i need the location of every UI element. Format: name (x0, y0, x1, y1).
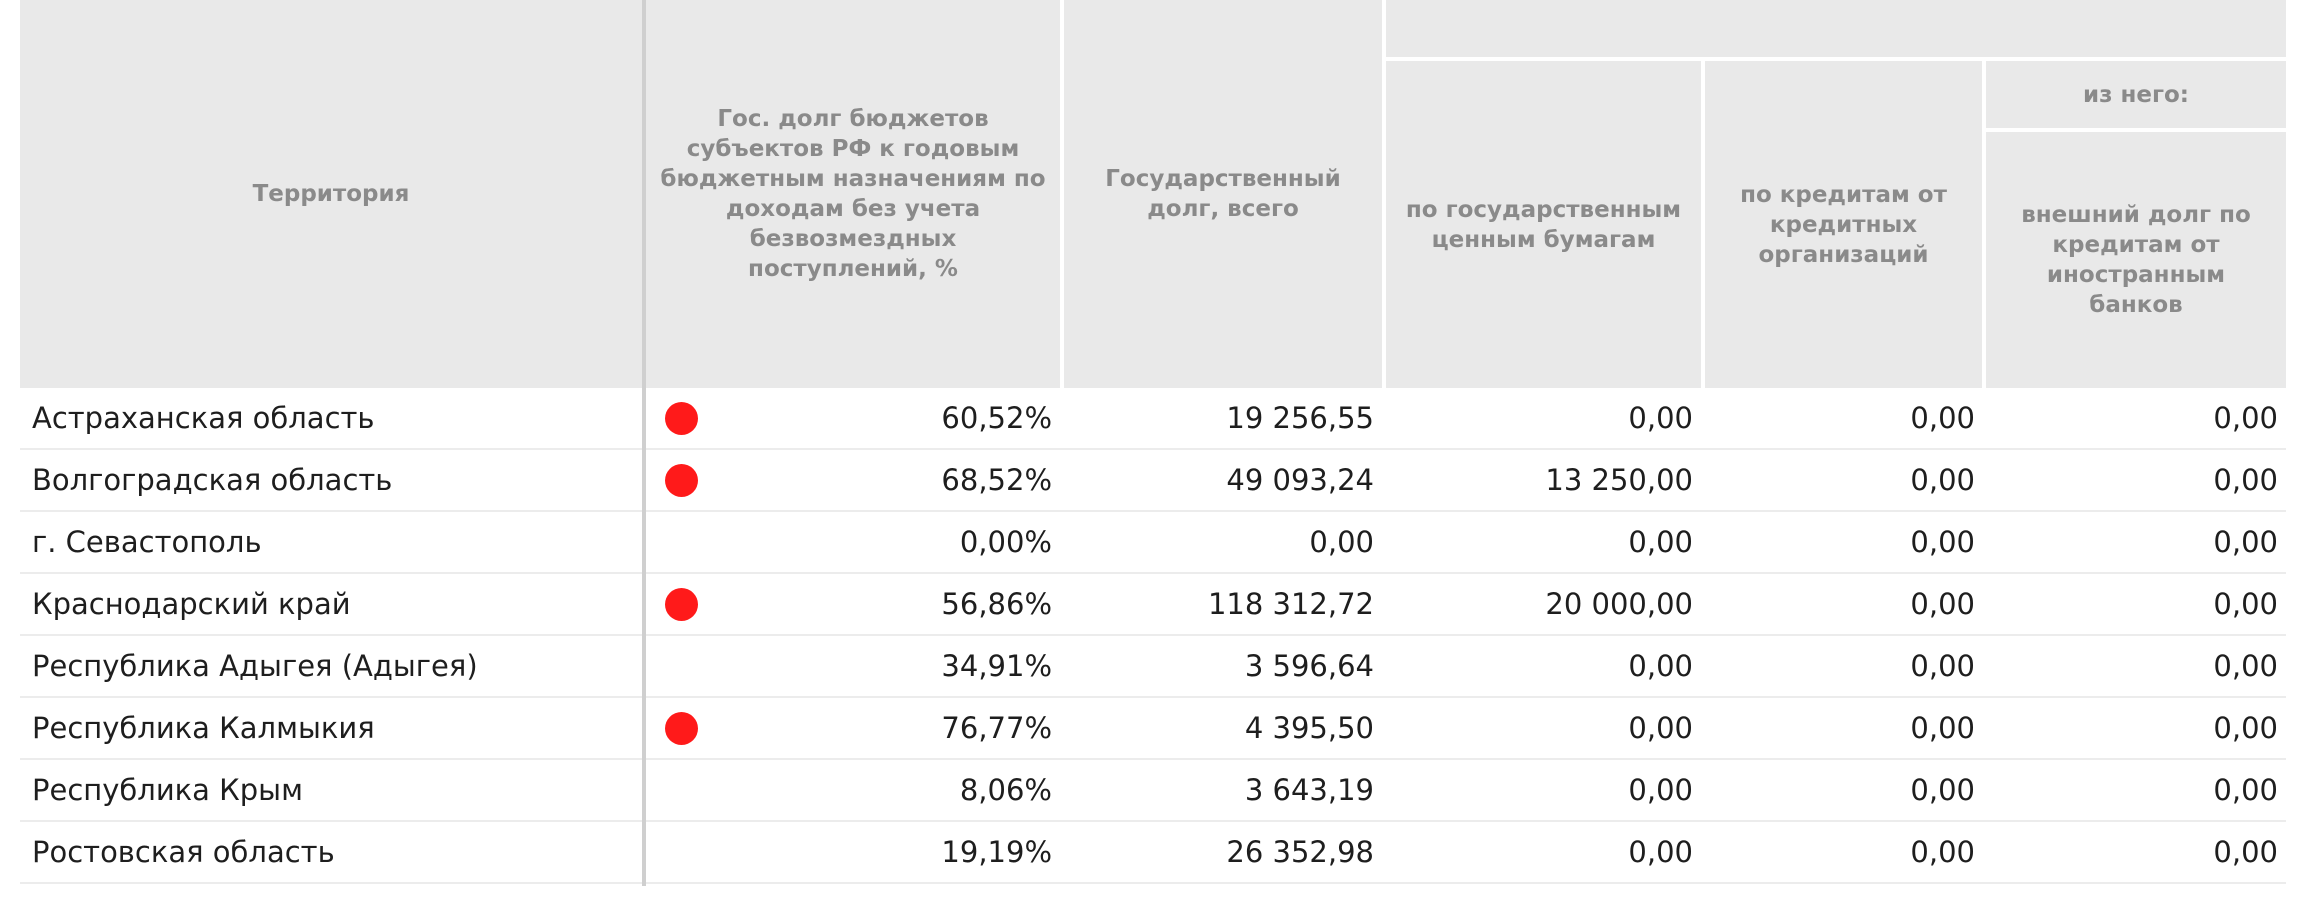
cell-ratio: 60,52% (941, 401, 1052, 435)
cell-name: г. Севастополь (32, 525, 262, 559)
red-indicator-icon (665, 712, 698, 745)
cell-bank-loans: 0,00 (1910, 649, 1975, 683)
cell-ratio: 76,77% (941, 711, 1052, 745)
cell-name: Республика Адыгея (Адыгея) (32, 649, 478, 683)
cell-total: 49 093,24 (1226, 463, 1374, 497)
cell-bank-loans: 0,00 (1910, 525, 1975, 559)
cell-name: Краснодарский край (32, 587, 351, 621)
red-indicator-icon (665, 402, 698, 435)
cell-bank-loans: 0,00 (1910, 835, 1975, 869)
header-debt-ratio: Гос. долг бюджетов субъектов РФ к годовым бюджетным назначениям по доходам без учета безвозмездных поступлений, % (660, 106, 1046, 282)
cell-foreign: 0,00 (2213, 587, 2278, 621)
red-indicator-icon (665, 588, 698, 621)
table-row (20, 760, 2286, 822)
cell-name: Республика Калмыкия (32, 711, 375, 745)
cell-securities: 0,00 (1628, 401, 1693, 435)
cell-securities: 0,00 (1628, 835, 1693, 869)
table-row (20, 388, 2286, 450)
cell-total: 118 312,72 (1207, 587, 1374, 621)
cell-securities: 0,00 (1628, 711, 1693, 745)
header-debt-total: Государственный долг, всего (1105, 166, 1341, 222)
cell-total: 0,00 (1309, 525, 1374, 559)
header-bank-loans: по кредитам от кредитных организаций (1740, 181, 1947, 268)
cell-ratio: 34,91% (941, 649, 1052, 683)
cell-total: 19 256,55 (1226, 401, 1374, 435)
cell-bank-loans: 0,00 (1910, 773, 1975, 807)
cell-ratio: 68,52% (941, 463, 1052, 497)
cell-securities: 20 000,00 (1545, 587, 1693, 621)
cell-total: 4 395,50 (1244, 711, 1374, 745)
table-row (20, 698, 2286, 760)
cell-name: Республика Крым (32, 773, 303, 807)
cell-bank-loans: 0,00 (1910, 401, 1975, 435)
table-row (20, 636, 2286, 698)
cell-ratio: 56,86% (941, 587, 1052, 621)
table-body (20, 388, 2286, 884)
cell-bank-loans: 0,00 (1910, 463, 1975, 497)
cell-securities: 13 250,00 (1545, 463, 1693, 497)
table-row (20, 450, 2286, 512)
cell-securities: 0,00 (1628, 773, 1693, 807)
cell-foreign: 0,00 (2213, 773, 2278, 807)
header-territory: Территория (252, 181, 410, 207)
table-header (20, 0, 2286, 388)
cell-foreign: 0,00 (2213, 401, 2278, 435)
header-of-it: из него: (2083, 81, 2189, 108)
table-row (20, 512, 2286, 574)
cell-bank-loans: 0,00 (1910, 587, 1975, 621)
cell-ratio: 19,19% (941, 835, 1052, 869)
cell-foreign: 0,00 (2213, 463, 2278, 497)
header-securities: по государственным ценным бумагам (1405, 196, 1682, 253)
table-row (20, 574, 2286, 636)
cell-total: 3 596,64 (1244, 649, 1374, 683)
cell-name: Волгоградская область (32, 463, 393, 497)
cell-foreign: 0,00 (2213, 711, 2278, 745)
cell-securities: 0,00 (1628, 649, 1693, 683)
red-indicator-icon (665, 464, 698, 497)
cell-foreign: 0,00 (2213, 649, 2278, 683)
cell-name: Ростовская область (32, 835, 335, 869)
header-foreign-debt: внешний долг по кредитам от иностранным банков (2021, 202, 2251, 318)
table-row (20, 822, 2286, 884)
cell-ratio: 8,06% (959, 773, 1052, 807)
cell-name: Астраханская область (32, 401, 375, 435)
cell-securities: 0,00 (1628, 525, 1693, 559)
cell-ratio: 0,00% (959, 525, 1052, 559)
cell-total: 3 643,19 (1244, 773, 1374, 807)
cell-foreign: 0,00 (2213, 835, 2278, 869)
debt-table (20, 0, 2286, 869)
cell-bank-loans: 0,00 (1910, 711, 1975, 745)
cell-foreign: 0,00 (2213, 525, 2278, 559)
cell-total: 26 352,98 (1226, 835, 1374, 869)
column-divider (642, 0, 646, 886)
